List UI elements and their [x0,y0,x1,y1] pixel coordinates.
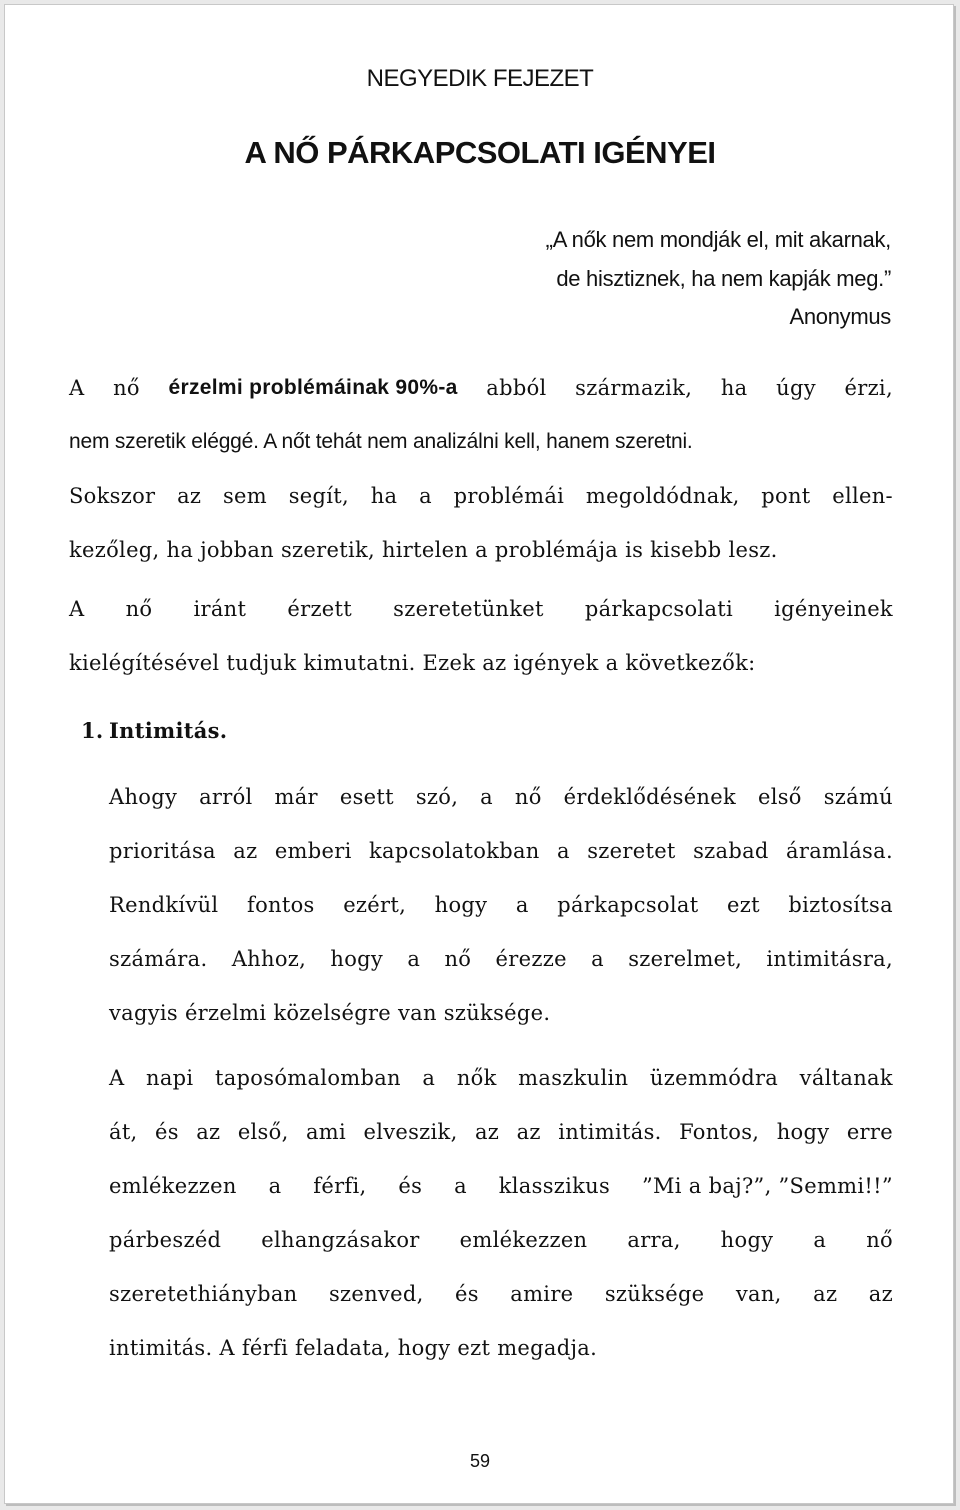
word: származik, [575,376,693,400]
word: Sokszor [69,484,156,508]
paragraph-3-line-3 [109,878,893,932]
word: ha [720,376,748,400]
word: fontos [247,893,315,917]
word: az [813,1282,838,1306]
word: a [419,484,432,508]
word: elhangzásakor [261,1228,420,1252]
paragraph-1-line-4-text: kezőleg, ha jobban szeretik, hirtelen a problémája is kisebb lesz. [69,538,778,562]
word: első, [237,1120,289,1144]
word: nő [866,1228,893,1252]
word: párkapcsolati [584,597,734,621]
paragraph-3-line-5-text: vagyis érzelmi közelségre van szüksége. [109,1001,551,1025]
word: szenved, [328,1282,424,1306]
word: a [454,1174,467,1198]
paragraph-2-line-2 [69,636,893,690]
word: taposómalomban [215,1066,401,1090]
word: párkapcsolat [557,893,699,917]
word: és [398,1174,423,1198]
word: erre [846,1120,893,1144]
word: Fontos, [679,1120,760,1144]
word: váltanak [799,1066,893,1090]
word: arról [199,785,253,809]
paragraph-3 [109,770,893,1040]
page-number: 59 [469,1451,491,1471]
word: iránt [193,597,247,621]
word: és [455,1282,479,1306]
word: párbeszéd [109,1228,222,1252]
chapter-label: NEGYEDIK FEJEZET [366,65,594,92]
paragraph-2-line-1 [69,582,893,636]
word: a [515,893,529,917]
epigraph-line-2: de hisztiznek, ha nem kapják meg.” [556,265,891,291]
word: problémái [453,484,565,508]
word: A [69,597,85,621]
word: hogy [434,893,488,917]
word: szeretet [587,839,676,863]
word: az [516,1120,541,1144]
paragraph-3-line-1 [109,770,893,824]
word: pont [761,484,811,508]
word: a [268,1174,282,1198]
word: érzelmi problémáinak 90%-a [168,376,458,399]
word: ha [370,484,398,508]
word: első [757,785,802,809]
word: igényeinek [774,597,893,621]
word: segít, [288,484,349,508]
paragraph-4-line-4 [109,1213,893,1267]
word: esett [339,785,394,809]
word: abból [486,376,547,400]
word: hogy [330,947,384,971]
word: a [407,947,421,971]
word: emlékezzen [109,1174,237,1198]
word: a [591,947,604,971]
word: szeretetünket [393,597,544,621]
word: klasszikus [498,1174,611,1198]
word: Ahhoz, [231,947,307,971]
paragraph-4 [109,1051,893,1375]
paragraph-2-line-2-text: kielégítésével tudjuk kimutatni. Ezek az igények a következők: [69,651,756,675]
word: át, [109,1120,138,1144]
word: áramlása. [786,839,893,863]
paragraph-3-line-5 [109,986,893,1040]
word: A [69,376,85,400]
word: Ahogy [109,785,178,809]
paragraph-1 [69,361,893,577]
epigraph [546,221,891,337]
paragraph-4-line-5 [109,1267,893,1321]
word: emlékezzen [459,1228,588,1252]
word: férfi, [313,1174,367,1198]
paragraph-1-line-2-text: nem szeretik eléggé. A nőt tehát nem analizálni kell, hanem szeretni. [69,430,693,453]
word: érdeklődésének [563,785,737,809]
word: számú [823,785,893,809]
word: számára. [109,947,208,971]
epigraph-line-1: „A nők nem mondják el, mit akarnak, [545,227,891,252]
word: nő [444,947,472,971]
word: ”Mi a baj?”, ”Semmi!!” [641,1174,893,1198]
word: ami [305,1120,347,1144]
section-heading [81,718,228,743]
book-page [4,4,954,1504]
epigraph-author: Anonymus [789,304,891,329]
word: Rendkívül [109,893,219,917]
word: emberi [274,839,352,863]
word: érezze [495,947,567,971]
word: a [813,1228,827,1252]
section-title: Intimitás. [109,718,228,743]
word: amire [510,1282,574,1306]
word: arra, [627,1228,681,1252]
word: szeretethiányban [109,1282,298,1306]
paragraph-1-line-4 [69,523,893,577]
paragraph-1-line-1 [69,361,893,415]
word: az [868,1282,893,1306]
section-number: 1. [81,718,104,743]
word: érzett [287,597,353,621]
word: a [557,839,570,863]
word: sem [222,484,268,508]
word: a [422,1066,436,1090]
word: szerelmet, [628,947,743,971]
word: ezt [727,893,760,917]
word: ellen- [832,484,893,508]
paragraph-4-line-1 [109,1051,893,1105]
word: már [274,785,318,809]
paragraph-1-line-3 [69,469,893,523]
word: nők [456,1066,497,1090]
word: elveszik, [363,1120,458,1144]
paragraph-4-line-6-text: intimitás. A férfi feladata, hogy ezt megadja. [109,1336,598,1360]
word: nő [125,597,153,621]
word: szabad [693,839,769,863]
word: érzi, [844,376,893,400]
word: a [480,785,493,809]
word: kapcsolatokban [369,839,540,863]
word: maszkulin [518,1066,629,1090]
word: üzemmódra [649,1066,779,1090]
paragraph-3-line-4 [109,932,893,986]
word: az [233,839,258,863]
word: napi [146,1066,194,1090]
word: prioritása [109,839,216,863]
word: intimitásra, [766,947,893,971]
word: az [474,1120,500,1144]
word: megoldódnak, [585,484,740,508]
paragraph-4-line-3 [109,1159,893,1213]
word: nő [514,785,542,809]
word: biztosítsa [788,893,893,917]
word: hogy [776,1120,830,1144]
word: és [154,1120,179,1144]
paragraph-2 [69,582,893,690]
paragraph-4-line-6 [109,1321,893,1375]
paragraph-3-line-2 [109,824,893,878]
word: A [109,1066,125,1090]
word: szüksége [604,1282,705,1306]
word: szó, [415,785,459,809]
word: az [177,484,202,508]
paragraph-1-line-2 [69,415,893,469]
word: ezért, [343,893,407,917]
chapter-title: A NŐ PÁRKAPCSOLATI IGÉNYEI [244,135,716,170]
word: úgy [776,376,816,400]
word: van, [735,1282,782,1306]
word: nő [113,376,140,400]
word: intimitás. [558,1120,662,1144]
word: az [196,1120,221,1144]
paragraph-4-line-2 [109,1105,893,1159]
word: hogy [720,1228,774,1252]
